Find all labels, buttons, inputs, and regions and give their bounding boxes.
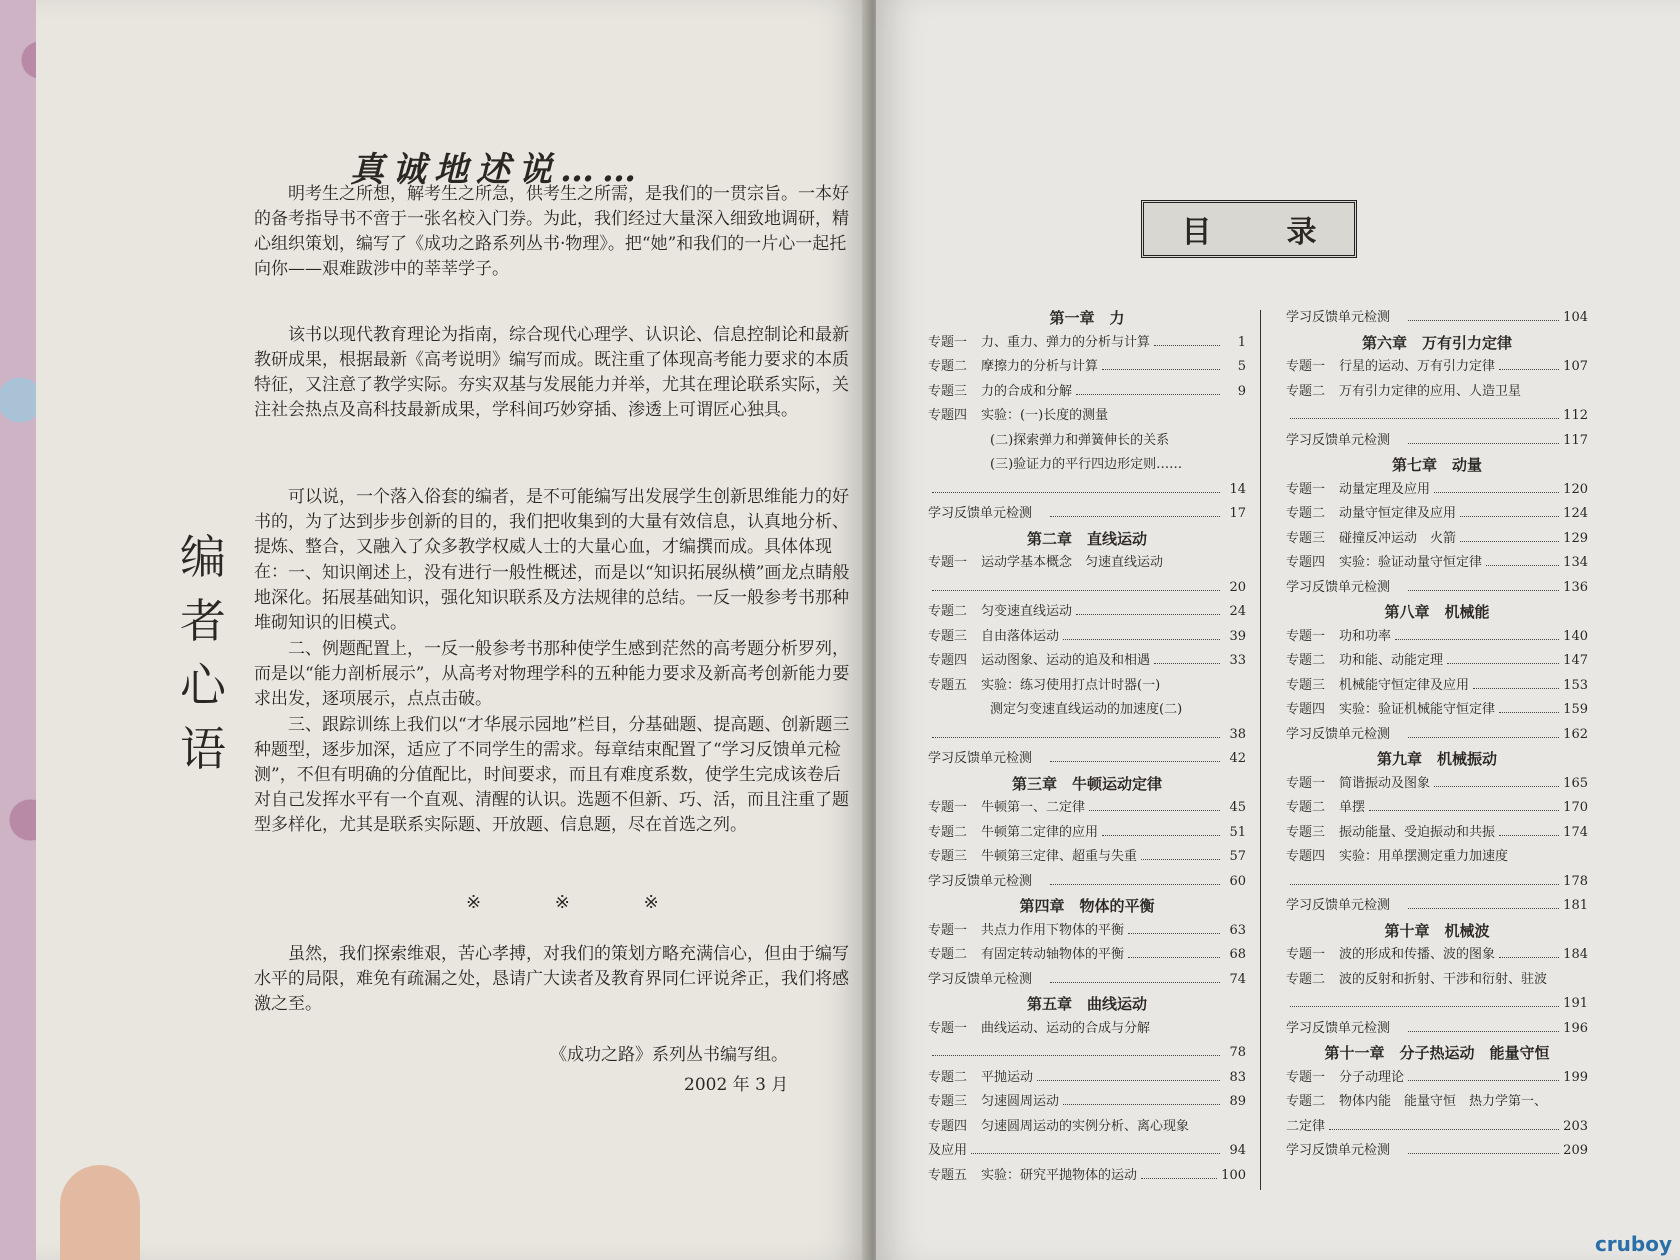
leader-dots <box>1141 849 1220 860</box>
toc-entry-label: 学习反馈单元检测 <box>1286 726 1391 742</box>
toc-entry-text: 及应用 <box>928 1143 968 1158</box>
toc-chapter-heading: 第九章 机械振动 <box>1376 750 1497 768</box>
toc-entry <box>1286 894 1588 919</box>
toc-entry <box>928 723 1246 748</box>
leader-dots <box>932 1045 1220 1056</box>
toc-entry-label: 专题一 <box>1286 1069 1326 1085</box>
toc-entry-label: 专题二 <box>1286 383 1326 399</box>
toc-entry <box>928 870 1246 895</box>
toc-entry-text: 单摆 <box>1339 800 1366 815</box>
toc-page-number: 24 <box>1229 604 1246 619</box>
toc-entry-label: 专题一 <box>1286 628 1326 644</box>
toc-entry-label: 专题二 <box>928 824 968 840</box>
preface-signature: 《成功之路》系列丛书编写组。 <box>550 1045 788 1065</box>
toc-entry <box>1286 1115 1588 1140</box>
toc-entry-label: 学习反馈单元检测 <box>1286 310 1391 325</box>
toc-entry-text: 共点力作用下物体的平衡 <box>981 922 1125 938</box>
toc-entry <box>1286 698 1588 723</box>
leader-dots <box>1076 604 1220 615</box>
toc-entry-label: 专题二 <box>1286 653 1326 668</box>
toc-chapter-heading: 第五章 曲线运动 <box>1026 995 1147 1013</box>
toc-entry-text: 匀速圆周运动的实例分析、离心现象 <box>981 1118 1190 1134</box>
toc-entry-label: 专题二 <box>928 359 968 374</box>
toc-entry-label: 专题三 <box>928 383 968 399</box>
toc-entry-text: 牛顿第二定律的应用 <box>981 824 1099 840</box>
toc-entry <box>1286 772 1588 797</box>
toc-title-char: 目 <box>1181 215 1212 250</box>
toc-entry-text: 匀变速直线运动 <box>981 604 1073 619</box>
toc-entry-text: 实验：研究平抛物体的运动 <box>981 1167 1138 1183</box>
leader-dots <box>1434 481 1559 492</box>
leader-dots <box>1290 408 1559 419</box>
toc-entry-text: 运动学基本概念 匀速直线运动 <box>981 555 1164 570</box>
toc-entry <box>1286 355 1588 380</box>
toc-page-number: 17 <box>1229 506 1246 521</box>
toc-page-number: 120 <box>1563 481 1588 497</box>
preface-date: 2002 年 3 月 <box>684 1075 789 1095</box>
toc-page-number: 124 <box>1563 506 1588 521</box>
leader-dots <box>1050 971 1220 982</box>
toc-entry <box>928 1017 1246 1042</box>
toc-entry-text: 力的合成和分解 <box>981 383 1073 399</box>
toc-entry <box>1286 1066 1588 1091</box>
toc-page-number: 134 <box>1563 555 1588 570</box>
toc-page-number: 1 <box>1237 334 1246 350</box>
toc-entry <box>928 968 1246 993</box>
toc-page-number: 203 <box>1563 1118 1588 1134</box>
leader-dots <box>1369 800 1559 811</box>
toc-page-number: 165 <box>1563 775 1588 791</box>
toc-chapter-heading: 第一章 力 <box>1049 309 1125 327</box>
toc-entry-text: 物体内能 能量守恒 热力学第一、 <box>1339 1094 1548 1109</box>
leader-dots <box>1499 824 1559 835</box>
leader-dots <box>1050 751 1220 762</box>
toc-right-column <box>1286 306 1588 1164</box>
watermark: cruboy <box>1594 1232 1672 1256</box>
toc-sub-entry <box>928 453 1246 478</box>
toc-entry-label: 专题四 <box>928 653 968 668</box>
leader-dots <box>1499 702 1559 713</box>
toc-entry <box>928 919 1246 944</box>
toc-entry <box>928 380 1246 405</box>
leader-dots <box>1395 628 1559 639</box>
column-divider <box>1260 310 1261 1190</box>
toc-entry <box>1286 502 1588 527</box>
toc-entry <box>1286 845 1588 870</box>
toc-entry <box>928 649 1246 674</box>
toc-sub-entry <box>928 698 1246 723</box>
toc-entry-text: 平抛运动 <box>981 1069 1034 1085</box>
toc-page-number: 63 <box>1229 922 1246 938</box>
toc-entry-label: 专题二 <box>1286 506 1326 521</box>
toc-page-number: 45 <box>1229 800 1246 815</box>
toc-entry-label: 专题三 <box>1286 824 1326 840</box>
toc-entry-label: 学习反馈单元检测 <box>1286 898 1391 913</box>
toc-entry-text: 曲线运动、运动的合成与分解 <box>981 1020 1151 1036</box>
toc-page-number: 147 <box>1563 653 1588 668</box>
toc-entry-label: 专题一 <box>928 800 968 815</box>
side-label: 编者心语 <box>180 530 226 776</box>
toc-entry-label: 专题三 <box>928 628 968 644</box>
toc-entry-label: 专题一 <box>928 1020 968 1036</box>
toc-sub-entry <box>928 429 1246 454</box>
toc-entry <box>928 404 1246 429</box>
toc-entry-label: 专题二 <box>928 604 968 619</box>
toc-entry <box>1286 649 1588 674</box>
toc-chapter-heading: 第八章 机械能 <box>1384 603 1490 621</box>
leader-dots <box>1460 530 1559 541</box>
leader-dots <box>1141 1167 1217 1178</box>
leader-dots <box>1063 1094 1220 1105</box>
toc-entry-text: (二)探索弹力和弹簧伸长的关系 <box>990 432 1170 448</box>
toc-entry <box>928 576 1246 601</box>
toc-page-number: 78 <box>1229 1045 1246 1060</box>
toc-entry-label: 专题五 <box>928 1167 968 1183</box>
toc-entry-text: 万有引力定律的应用、人造卫星 <box>1339 383 1522 399</box>
toc-entry-text: 振动能量、受迫振动和共振 <box>1339 824 1496 840</box>
toc-entry <box>1286 870 1588 895</box>
toc-page-number: 20 <box>1229 579 1246 595</box>
toc-entry-label: 专题五 <box>928 677 968 693</box>
toc-entry <box>928 1115 1246 1140</box>
toc-page-number: 196 <box>1563 1020 1588 1036</box>
toc-entry-text: 机械能守恒定律及应用 <box>1339 677 1470 693</box>
toc-entry-label: 专题二 <box>1286 800 1326 815</box>
toc-page-number: 100 <box>1221 1167 1246 1183</box>
toc-entry-text: 二定律 <box>1286 1118 1326 1134</box>
leader-dots <box>1063 628 1220 639</box>
toc-entry-text: 实验：验证机械能守恒定律 <box>1339 702 1496 717</box>
toc-page-number: 42 <box>1229 751 1246 766</box>
toc-entry-label: 专题三 <box>1286 677 1326 693</box>
thumb <box>60 1165 140 1260</box>
toc-page-number: 159 <box>1563 702 1588 717</box>
toc-entry-label: 专题四 <box>928 1118 968 1134</box>
toc-title-char: 录 <box>1286 215 1317 250</box>
toc-page-number: 184 <box>1563 947 1588 962</box>
toc-entry-text: 匀速圆周运动 <box>981 1094 1060 1109</box>
toc-page-number: 74 <box>1229 971 1246 987</box>
toc-entry <box>1286 306 1588 331</box>
leader-dots <box>1050 506 1220 517</box>
toc-entry-text: 波的反射和折射、干涉和衍射、驻波 <box>1339 971 1548 987</box>
toc-entry-label: 专题二 <box>1286 1094 1326 1109</box>
toc-entry-label: 学习反馈单元检测 <box>928 506 1033 521</box>
toc-entry <box>1286 674 1588 699</box>
toc-entry <box>1286 1139 1588 1164</box>
toc-entry-label: 专题四 <box>928 408 968 423</box>
toc-page-number: 89 <box>1229 1094 1246 1109</box>
toc-entry-text: 行星的运动、万有引力定律 <box>1339 359 1496 374</box>
toc-entry <box>928 625 1246 650</box>
leader-dots <box>1290 996 1559 1007</box>
toc-entry-text: 实验：用单摆测定重力加速度 <box>1339 849 1509 864</box>
leader-dots <box>1154 653 1220 664</box>
toc-entry-label: 学习反馈单元检测 <box>928 873 1033 889</box>
toc-entry-text: 碰撞反冲运动 火箭 <box>1339 530 1457 546</box>
toc-chapter-heading: 第三章 牛顿运动定律 <box>1011 774 1162 793</box>
toc-entry-label: 专题一 <box>928 922 968 938</box>
toc-page-number: 140 <box>1563 628 1588 644</box>
toc-page-number: 83 <box>1229 1069 1246 1085</box>
toc-page-number: 170 <box>1563 800 1588 815</box>
toc-page-number: 5 <box>1237 359 1246 374</box>
leader-dots <box>971 1143 1220 1154</box>
leader-dots <box>1447 653 1559 664</box>
leader-dots <box>932 481 1220 492</box>
toc-entry <box>1286 796 1588 821</box>
preface-paragraph: 明考生之所想，解考生之所急，供考生之所需，是我们的一贯宗旨。一本好的备考指导书不啻于一张名校入门券。为此，我们经过大量深入细致地调研，精心组织策划，编写了《成功之路系列丛书·物理》。把“她”和我们的一片心一起托向你——艰难跋涉中的莘莘学子。 <box>254 184 849 279</box>
leader-dots <box>932 726 1220 737</box>
toc-entry-text: 自由落体运动 <box>981 628 1060 644</box>
toc-entry-label: 专题一 <box>1286 359 1326 374</box>
toc-entry <box>928 796 1246 821</box>
preface-paragraph: 二、例题配置上，一反一般参考书那种使学生感到茫然的高考题分析罗列，而是以“能力剖析展示”，从高考对物理学科的五种能力要求及新高考创新能力要求出发，逐项展示，点点击破。 <box>254 639 850 709</box>
toc-entry-text: 运动图象、运动的追及和相遇 <box>981 653 1151 668</box>
toc-page-number: 14 <box>1229 481 1246 497</box>
toc-entry-text: 牛顿第三定律、超重与失重 <box>981 849 1138 864</box>
toc-entry <box>928 478 1246 503</box>
toc-page-number: 107 <box>1563 359 1588 374</box>
toc-chapter-heading: 第十章 机械波 <box>1384 921 1490 940</box>
toc-page-number: 9 <box>1237 383 1246 399</box>
leader-dots <box>1408 1020 1559 1031</box>
toc-entry-label: 专题一 <box>1286 481 1326 497</box>
toc-entry <box>1286 968 1588 993</box>
toc-entry-text: (三)验证力的平行四边形定则…… <box>990 457 1183 472</box>
toc-entry <box>928 821 1246 846</box>
preface-paragraph: 虽然，我们探索维艰，苦心孝搏，对我们的策划方略充满信心，但由于编写水平的局限，难免有疏漏之处，恳请广大读者及教育界同仁评说斧正，我们将感激之至。 <box>254 944 849 1014</box>
toc-entry <box>1286 821 1588 846</box>
leader-dots <box>1408 726 1559 737</box>
toc-entry-label: 专题一 <box>1286 947 1326 962</box>
toc-page-number: 153 <box>1563 677 1588 693</box>
toc-entry-text: 动量定理及应用 <box>1339 481 1431 497</box>
toc-entry <box>1286 992 1588 1017</box>
preface-title: 真诚地述说…… <box>350 150 644 190</box>
toc-entry-text: 力、重力、弹力的分析与计算 <box>981 334 1151 350</box>
toc-entry-label: 专题二 <box>1286 971 1326 987</box>
leader-dots <box>1408 1143 1559 1154</box>
toc-entry-text: 摩擦力的分析与计算 <box>981 359 1099 374</box>
toc-page-number: 57 <box>1229 849 1246 864</box>
toc-entry <box>928 1041 1246 1066</box>
leader-dots <box>1128 947 1220 958</box>
toc-entry-text: 功和能、动能定理 <box>1339 653 1444 668</box>
leader-dots <box>1486 555 1559 566</box>
toc-entry-text: 简谐振动及图象 <box>1339 775 1431 791</box>
preface-paragraph: 可以说，一个落入俗套的编者，是不可能编写出发展学生创新思维能力的好书的，为了达到步步创新的目的，我们把收集到的大量有效信息，认真地分析、提炼、整合，又融入了众多教学权威人士的大量心血，才编撰而成。具体体现在： <box>254 487 849 582</box>
leader-dots <box>1408 310 1559 321</box>
toc-entry-text: 实验：练习使用打点计时器(一) <box>981 677 1161 693</box>
leader-dots <box>1408 432 1559 443</box>
leader-dots <box>932 579 1220 590</box>
toc-page-number: 117 <box>1563 432 1588 448</box>
toc-page-number: 33 <box>1229 653 1246 668</box>
toc-chapter-heading: 第四章 物体的平衡 <box>1019 897 1155 915</box>
toc-page-number: 39 <box>1229 628 1246 644</box>
section-stars: ※ ※ ※ <box>466 892 693 913</box>
toc-entry-label: 专题三 <box>1286 530 1326 546</box>
toc-entry-label: 专题四 <box>1286 702 1326 717</box>
toc-left-column <box>928 306 1246 1188</box>
toc-page-number: 51 <box>1229 824 1246 840</box>
leader-dots <box>1329 1118 1559 1129</box>
toc-entry <box>928 943 1246 968</box>
toc-entry-text: 分子动理论 <box>1339 1069 1405 1085</box>
toc-entry-label: 学习反馈单元检测 <box>928 751 1033 766</box>
toc-entry-text: 功和功率 <box>1339 628 1392 644</box>
toc-page-number: 38 <box>1229 726 1246 742</box>
leader-dots <box>1499 359 1559 370</box>
toc-entry-label: 专题一 <box>928 555 968 570</box>
toc-entry <box>928 1066 1246 1091</box>
toc-chapter-heading: 第六章 万有引力定律 <box>1361 333 1512 352</box>
toc-entry-label: 专题四 <box>1286 849 1326 864</box>
toc-entry-label: 专题一 <box>928 334 968 350</box>
leader-dots <box>1128 922 1220 933</box>
toc-entry <box>1286 551 1588 576</box>
toc-page-number: 129 <box>1563 530 1588 546</box>
toc-chapter-heading: 第十一章 分子热运动 能量守恒 <box>1324 1044 1550 1062</box>
toc-title <box>1141 200 1357 258</box>
preface-paragraph: 一、知识阐述上，没有进行一般性概述，而是以“知识拓展纵横”画龙点睛般地深化。拓展基础知识，强化知识联系及方法规律的总结。一反一般参考书那种堆砌知识的旧模式。 <box>254 563 850 633</box>
toc-page-number: 104 <box>1563 310 1588 325</box>
toc-entry <box>1286 478 1588 503</box>
toc-page-number: 60 <box>1229 873 1246 889</box>
leader-dots <box>1154 334 1220 345</box>
leader-dots <box>1290 873 1559 884</box>
toc-entry <box>928 551 1246 576</box>
toc-page-number: 112 <box>1563 408 1588 423</box>
toc-chapter-heading: 第二章 直线运动 <box>1026 529 1147 548</box>
preface-paragraph: 三、跟踪训练上我们以“才华展示园地”栏目，分基础题、提高题、创新题三种题型，逐步加深，适应了不同学生的需求。每章结束配置了“学习反馈单元检测”，不但有明确的分值配比，时间要求，而且有难度系数，使学生完成该卷后对自己发挥水平有一个直观、清醒的认识。选题不但新、巧、活，而且注重了题型多样化，尤其是联系实际题、开放题、信息题，尽在首选之列。 <box>254 715 850 835</box>
toc-page-number: 162 <box>1563 726 1588 742</box>
toc-entry <box>928 674 1246 699</box>
toc-entry <box>1286 1090 1588 1115</box>
leader-dots <box>1408 579 1559 590</box>
leader-dots <box>1037 1069 1220 1080</box>
toc-entry-label: 学习反馈单元检测 <box>1286 1143 1391 1158</box>
leader-dots <box>1408 1069 1559 1080</box>
leader-dots <box>1408 898 1559 909</box>
toc-entry <box>928 1139 1246 1164</box>
toc-entry-label: 专题二 <box>928 947 968 962</box>
leader-dots <box>1102 359 1220 370</box>
toc-entry <box>928 747 1246 772</box>
toc-page-number: 94 <box>1229 1143 1246 1158</box>
toc-entry-label: 学习反馈单元检测 <box>1286 579 1391 595</box>
toc-entry-text: 动量守恒定律及应用 <box>1339 506 1457 521</box>
toc-entry <box>1286 527 1588 552</box>
toc-page-number: 68 <box>1229 947 1246 962</box>
toc-page-number: 191 <box>1563 996 1588 1011</box>
toc-entry <box>928 502 1246 527</box>
toc-entry-label: 专题三 <box>928 1094 968 1109</box>
toc-page-number: 181 <box>1563 898 1588 913</box>
toc-entry <box>928 355 1246 380</box>
leader-dots <box>1434 775 1559 786</box>
toc-entry-text: 有固定转动轴物体的平衡 <box>981 947 1125 962</box>
toc-entry-text: 测定匀变速直线运动的加速度(二) <box>990 702 1183 717</box>
toc-entry <box>928 1164 1246 1189</box>
toc-page-number: 136 <box>1563 579 1588 595</box>
toc-page-number: 209 <box>1563 1143 1588 1158</box>
toc-entry-label: 专题四 <box>1286 555 1326 570</box>
toc-entry <box>928 600 1246 625</box>
toc-entry <box>1286 576 1588 601</box>
toc-entry <box>928 1090 1246 1115</box>
toc-entry-text: 牛顿第一、二定律 <box>981 800 1086 815</box>
leader-dots <box>1089 800 1220 811</box>
toc-entry-label: 学习反馈单元检测 <box>1286 1020 1391 1036</box>
toc-entry-text: 实验：(一)长度的测量 <box>981 408 1109 423</box>
toc-entry <box>928 331 1246 356</box>
toc-page-number: 178 <box>1563 873 1588 889</box>
toc-entry <box>1286 943 1588 968</box>
leader-dots <box>1102 824 1220 835</box>
toc-entry <box>1286 723 1588 748</box>
toc-entry-text: 实验：验证动量守恒定律 <box>1339 555 1483 570</box>
toc-page-number: 199 <box>1563 1069 1588 1085</box>
leader-dots <box>1076 383 1220 394</box>
leader-dots <box>1050 873 1220 884</box>
toc-entry <box>1286 380 1588 405</box>
toc-chapter-heading: 第七章 动量 <box>1391 456 1482 474</box>
toc-entry <box>1286 404 1588 429</box>
toc-entry <box>1286 1017 1588 1042</box>
toc-entry-label: 学习反馈单元检测 <box>928 971 1033 987</box>
toc-entry-label: 学习反馈单元检测 <box>1286 432 1391 448</box>
toc-entry-label: 专题二 <box>928 1069 968 1085</box>
toc-entry <box>1286 429 1588 454</box>
leader-dots <box>1473 677 1559 688</box>
preface-paragraph: 该书以现代教育理论为指南，综合现代心理学、认识论、信息控制论和最新教研成果，根据最新《高考说明》编写而成。既注重了体现高考能力要求的本质特征，又注意了教学实际。夯实双基与发展能力并举，尤其在理论联系实际，关注社会热点及高科技最新成果，学科间巧妙穿插、渗透上可谓匠心独具。 <box>254 325 849 420</box>
toc-entry-label: 专题三 <box>928 849 968 864</box>
leader-dots <box>1499 947 1559 958</box>
toc-page-number: 174 <box>1563 824 1588 840</box>
leader-dots <box>1460 506 1559 517</box>
toc-entry <box>928 845 1246 870</box>
toc-entry <box>1286 625 1588 650</box>
toc-entry-text: 波的形成和传播、波的图象 <box>1339 947 1496 962</box>
toc-entry-label: 专题一 <box>1286 775 1326 791</box>
